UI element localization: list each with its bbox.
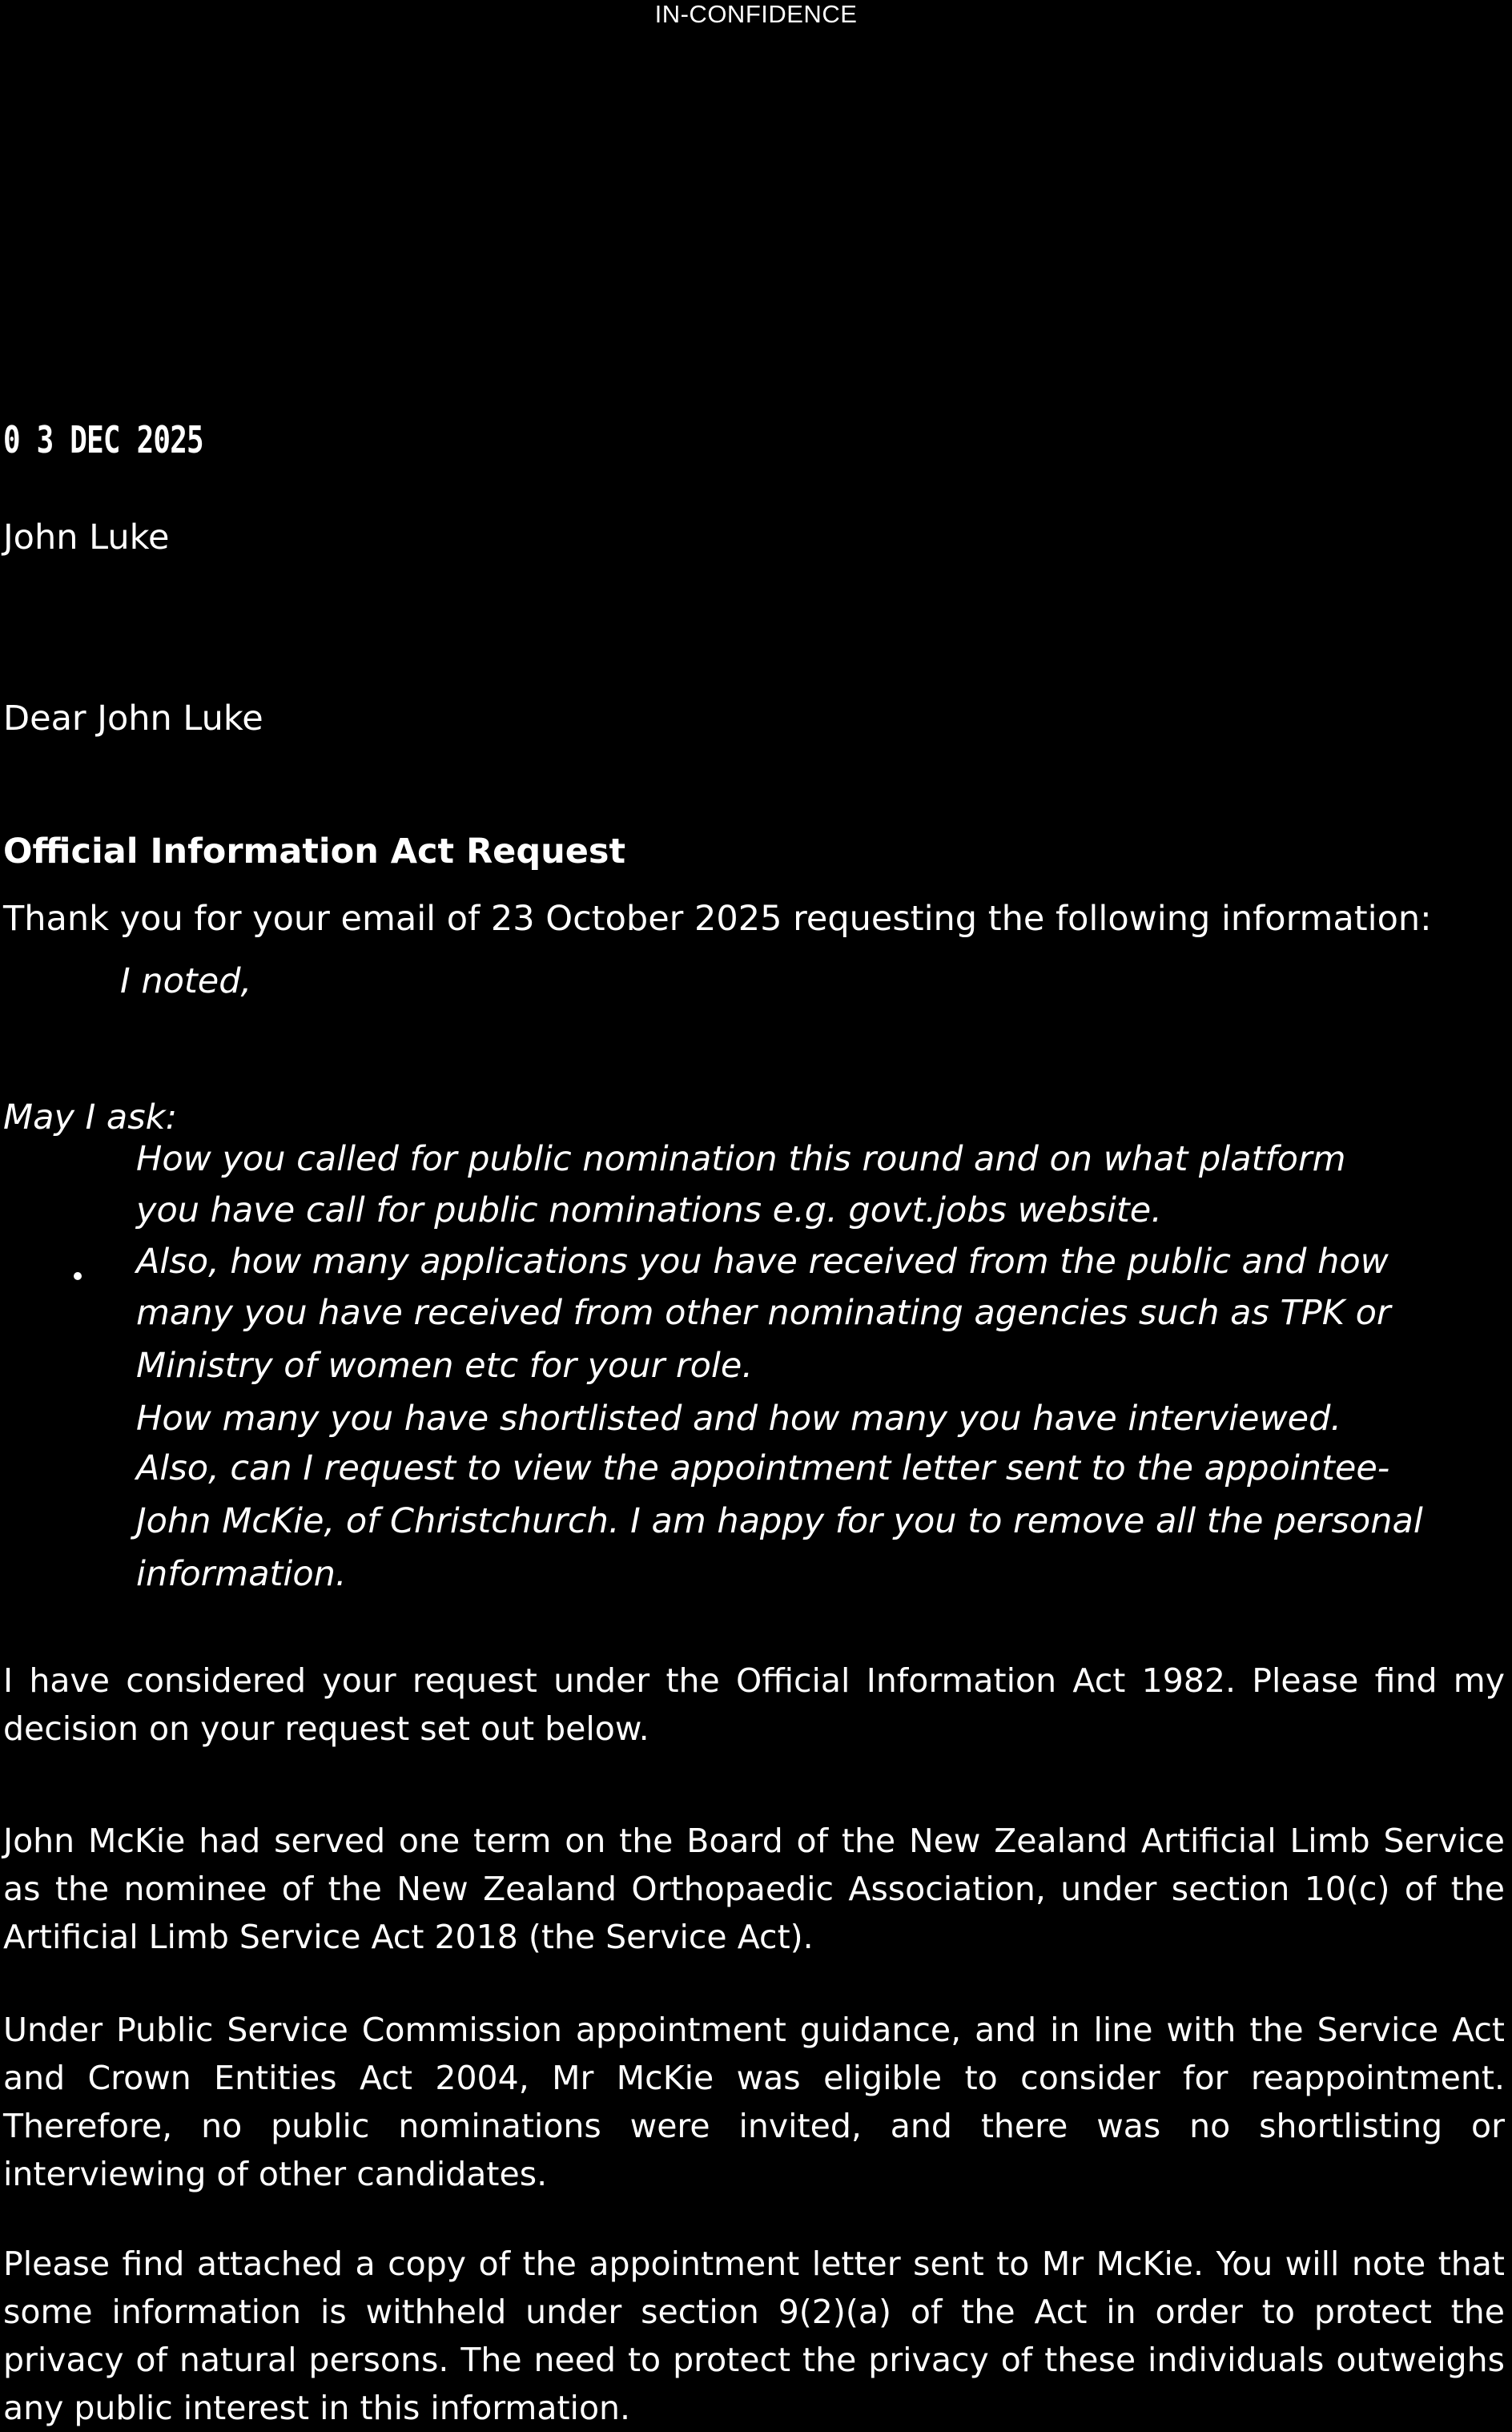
classification-header: IN-CONFIDENCE [654,0,858,28]
quote-line: John McKie, of Christchurch. I am happy for you to remove all the personal [136,1501,1423,1541]
date-stamp: 0 3 DEC 2025 [3,418,203,461]
recipient-name: John Luke [3,517,170,558]
quote-line: How you called for public nomination this round and on what platform [136,1139,1346,1179]
quote-line: information. [136,1554,347,1594]
quote-line: many you have received from other nominating agencies such as TPK or [136,1293,1391,1333]
background-paragraph: John McKie had served one term on the Board of the New Zealand Artificial Limb Service as the nominee of the New Zealand Orthopaedic Association, under section 10(c) of the Artificial Limb Service Act 2018 (the Service Act). [3,1822,1505,1956]
quote-line: Also, how many applications you have received from the public and how [136,1242,1389,1282]
bullet-icon [74,1272,82,1280]
quote-ask: May I ask: [3,1097,178,1137]
intro-text: Thank you for your email of 23 October 2025 requesting the following information: [3,899,1432,939]
quote-line: Also, can I request to view the appointment letter sent to the appointee- [136,1448,1390,1488]
guidance-paragraph: Under Public Service Commission appointment guidance, and in line with the Service Act and Crown Entities Act 2004, Mr McKie was eligible to consider for reappointment. Therefore, no public nominations were invited, and there was no shortlisting or interviewing of other candidates. [3,2011,1505,2193]
subject-heading: Official Information Act Request [3,831,626,872]
decision-paragraph: I have considered your request under the Official Information Act 1982. Please find my decision on your request set out below. [3,1661,1505,1748]
quote-line: Ministry of women etc for your role. [136,1346,753,1386]
quote-noted: I noted, [120,961,252,1001]
salutation: Dear John Luke [3,699,263,739]
withheld-paragraph: Please find attached a copy of the appointment letter sent to Mr McKie. You will note that some information is withheld under section 9(2)(a) of the Act in order to protect the privacy of natural persons. The need to protect the privacy of these individuals outweighs any public interest in this information. [3,2245,1505,2427]
quote-line: How many you have shortlisted and how many you have interviewed. [136,1399,1342,1439]
quote-line: you have call for public nominations e.g. govt.jobs website. [136,1190,1162,1230]
